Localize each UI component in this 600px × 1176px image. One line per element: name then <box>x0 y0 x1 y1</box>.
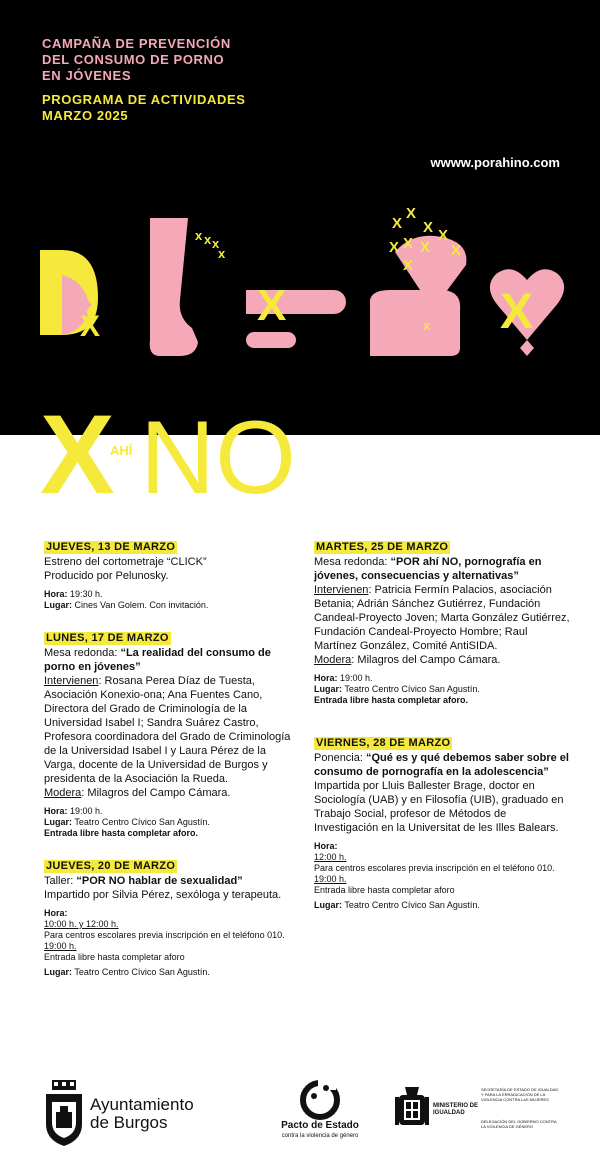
lugar-value: Teatro Centro Cívico San Agustín. <box>342 900 480 910</box>
burgos-line: de Burgos <box>90 1113 168 1132</box>
event-card <box>314 736 570 911</box>
art-x-mark: X <box>423 219 434 236</box>
intervienen-label: Intervienen <box>314 584 369 596</box>
pacto-subtitle: contra la violencia de género <box>281 1133 359 1139</box>
campaign-title <box>42 36 231 84</box>
ministerio-name: MINISTERIO DE IGUALDAD <box>433 1103 479 1116</box>
event-title-text: “POR NO hablar de sexualidad” <box>73 875 243 887</box>
hora-value: 19:00 h. <box>67 806 103 816</box>
campaign-line: EN JÓVENES <box>42 68 132 83</box>
slogan-por-ahi-no <box>40 395 340 505</box>
hora-label: Hora: <box>314 673 338 683</box>
event-title <box>314 751 570 779</box>
spain-coat-of-arms-icon <box>395 1085 429 1135</box>
event-title <box>314 555 570 583</box>
website-link[interactable]: wwww.porahino.com <box>430 155 560 170</box>
intervienen-label: Intervienen <box>44 675 99 687</box>
pacto-de-estado-logo <box>270 1078 370 1148</box>
art-x-mark: X <box>257 281 287 330</box>
event-card <box>44 540 294 611</box>
slogan-ahi: AHÍ <box>110 443 133 458</box>
event-type: Ponencia: <box>314 752 363 764</box>
time-slot: 19:00 h. <box>44 941 77 951</box>
event-moderator <box>314 653 570 667</box>
event-moderator <box>44 786 294 800</box>
yellow-head-figure <box>40 250 100 343</box>
time-slot: 10:00 h. y 12:00 h. <box>44 919 119 929</box>
events-right-column <box>314 540 570 931</box>
entrada-text: Entrada libre hasta completar aforo. <box>314 695 469 705</box>
time-slot: 19:00 h. <box>314 874 347 884</box>
lugar-value: Teatro Centro Cívico San Agustín. <box>72 967 210 977</box>
event-title <box>44 874 294 888</box>
art-x-mark: X <box>451 242 462 259</box>
illustration <box>0 190 600 370</box>
slogan-no: NO <box>140 400 296 505</box>
lugar-label: Lugar: <box>314 684 342 694</box>
lugar-value: Teatro Centro Cívico San Agustín. <box>342 684 480 694</box>
art-x-mark: X <box>389 239 400 256</box>
ministerio-igualdad-logo <box>395 1085 560 1140</box>
hora-label: Hora: <box>44 908 68 918</box>
time-slot: 12:00 h. <box>314 852 347 862</box>
entrada-text: Entrada libre hasta completar aforo. <box>44 828 199 838</box>
event-desc: Producido por Pelunosky. <box>44 570 169 582</box>
art-x-mark: X <box>403 257 414 274</box>
event-info <box>44 589 294 611</box>
ministerio-detail: DELEGACIÓN DEL GOBIERNO CONTRA LA VIOLENCIA DE GÉNERO <box>481 1119 557 1129</box>
pink-bars-figure <box>246 281 346 348</box>
art-x-mark: X <box>420 239 431 256</box>
event-desc: Impartida por Lluis Ballester Brage, doctor en Sociología (UAB) y en Filosofía (UIB), graduado en Trabajo Social, profesor de Métodos de Investigación en la Universitat de les Illes Balears. <box>314 780 564 834</box>
modera-label: Modera <box>314 654 352 666</box>
lugar-label: Lugar: <box>314 900 342 910</box>
art-x-mark: X <box>403 235 414 252</box>
art-x-mark: x <box>218 246 226 261</box>
event-desc: Impartido por Silvia Pérez, sexóloga y terapeuta. <box>44 889 282 901</box>
hora-label: Hora: <box>44 589 68 599</box>
event-type: Taller: <box>44 875 74 887</box>
event-title-text: “La realidad del consumo de porno en jóvenes” <box>44 647 271 673</box>
art-x-mark: x <box>423 318 431 333</box>
modera-label: Modera <box>44 787 82 799</box>
art-x-mark: x <box>195 228 203 243</box>
time-note: Entrada libre hasta completar aforo <box>314 885 455 895</box>
event-title-text: “POR ahí NO, pornografía en jóvenes, consecuencias y alternativas” <box>314 556 542 582</box>
event-date: LUNES, 17 DE MARZO <box>46 632 169 644</box>
pink-leg-figure <box>150 218 226 356</box>
event-speakers <box>314 583 570 653</box>
pacto-circle-icon <box>270 1078 370 1120</box>
burgos-line: Ayuntamiento <box>90 1095 194 1114</box>
hora-value: 19:00 h. <box>337 673 373 683</box>
pink-head-figure <box>370 205 466 356</box>
event-date: JUEVES, 13 DE MARZO <box>46 541 176 553</box>
lugar-value: Cines Van Golem. Con invitación. <box>72 600 209 610</box>
campaign-line: DEL CONSUMO DE PORNO <box>42 52 225 67</box>
event-speakers <box>44 674 294 786</box>
time-note: Para centros escolares previa inscripción en el teléfono 010. <box>44 930 285 940</box>
event-info <box>314 673 570 706</box>
lugar-label: Lugar: <box>44 817 72 827</box>
events-left-column <box>44 540 294 998</box>
time-note: Entrada libre hasta completar aforo <box>44 952 185 962</box>
event-title <box>44 646 294 674</box>
slogan-x: X <box>40 395 115 505</box>
art-x-mark: X <box>500 283 534 339</box>
lugar-value: Teatro Centro Cívico San Agustín. <box>72 817 210 827</box>
pacto-title: Pacto de Estado <box>281 1120 359 1131</box>
art-x-mark: x <box>212 236 220 251</box>
event-info <box>314 841 570 911</box>
program-line: PROGRAMA DE ACTIVIDADES <box>42 92 246 107</box>
event-card <box>44 631 294 839</box>
ministerio-detail: SECRETARÍA DE ESTADO DE IGUALDAD Y PARA LA ERRADICACIÓN DE LA VIOLENCIA CONTRA LAS MUJERES <box>481 1087 559 1102</box>
art-x-mark: x <box>204 232 212 247</box>
ayuntamiento-burgos-logo <box>44 1080 224 1150</box>
time-note: Para centros escolares previa inscripción en el teléfono 010. <box>314 863 555 873</box>
event-date: JUEVES, 20 DE MARZO <box>46 860 176 872</box>
event-info <box>44 806 294 839</box>
art-x-mark: X <box>392 215 403 232</box>
program-title <box>42 92 246 124</box>
campaign-line: CAMPAÑA DE PREVENCIÓN <box>42 36 231 51</box>
intervienen-text: : Patricia Fermín Palacios, asociación Betania; Adrián Sánchez Gutiérrez, Fundación Candeal-Proyecto Joven; Marta González Gutiérrez, Fundación Candeal-Proyecto Hombre; Raul Martínez González, Comité AntiSIDA. <box>314 584 570 652</box>
pink-heart-figure <box>490 269 564 356</box>
modera-text: : Milagros del Campo Cámara. <box>351 654 501 666</box>
burgos-name <box>90 1096 194 1132</box>
art-x-mark: X <box>438 227 449 244</box>
event-title: Estreno del cortometraje “CLICK” <box>44 556 207 568</box>
art-x-mark: X <box>406 205 417 222</box>
hora-label: Hora: <box>44 806 68 816</box>
event-card <box>314 540 570 706</box>
event-card <box>44 859 294 978</box>
program-line: MARZO 2025 <box>42 108 129 123</box>
intervienen-text: : Rosana Perea Díaz de Tuesta, Asociación Konexio-ona; Ana Fuentes Cano, Directora del Grado de Criminología de la Universidad Isabel I; Sandra Suárez Castro, Profesora coordinadora del Grado de Criminología de la Universidad Isabel I y Laura Pérez de la Varga, docente de la Universidad de Burgos y presidenta de la Asociación la Rueda. <box>44 675 291 785</box>
modera-text: : Milagros del Campo Cámara. <box>81 787 231 799</box>
event-title-text: “Qué es y qué debemos saber sobre el consumo de pornografía en la adolescencia” <box>314 752 569 778</box>
hora-value: 19:30 h. <box>67 589 103 599</box>
art-x-mark: X <box>80 310 101 343</box>
event-date: VIERNES, 28 DE MARZO <box>316 737 451 749</box>
event-info <box>44 908 294 978</box>
hora-label: Hora: <box>314 841 338 851</box>
lugar-label: Lugar: <box>44 600 72 610</box>
event-type: Mesa redonda: <box>44 647 118 659</box>
event-date: MARTES, 25 DE MARZO <box>316 541 449 553</box>
lugar-label: Lugar: <box>44 967 72 977</box>
event-type: Mesa redonda: <box>314 556 388 568</box>
burgos-shield-icon <box>44 1080 84 1146</box>
